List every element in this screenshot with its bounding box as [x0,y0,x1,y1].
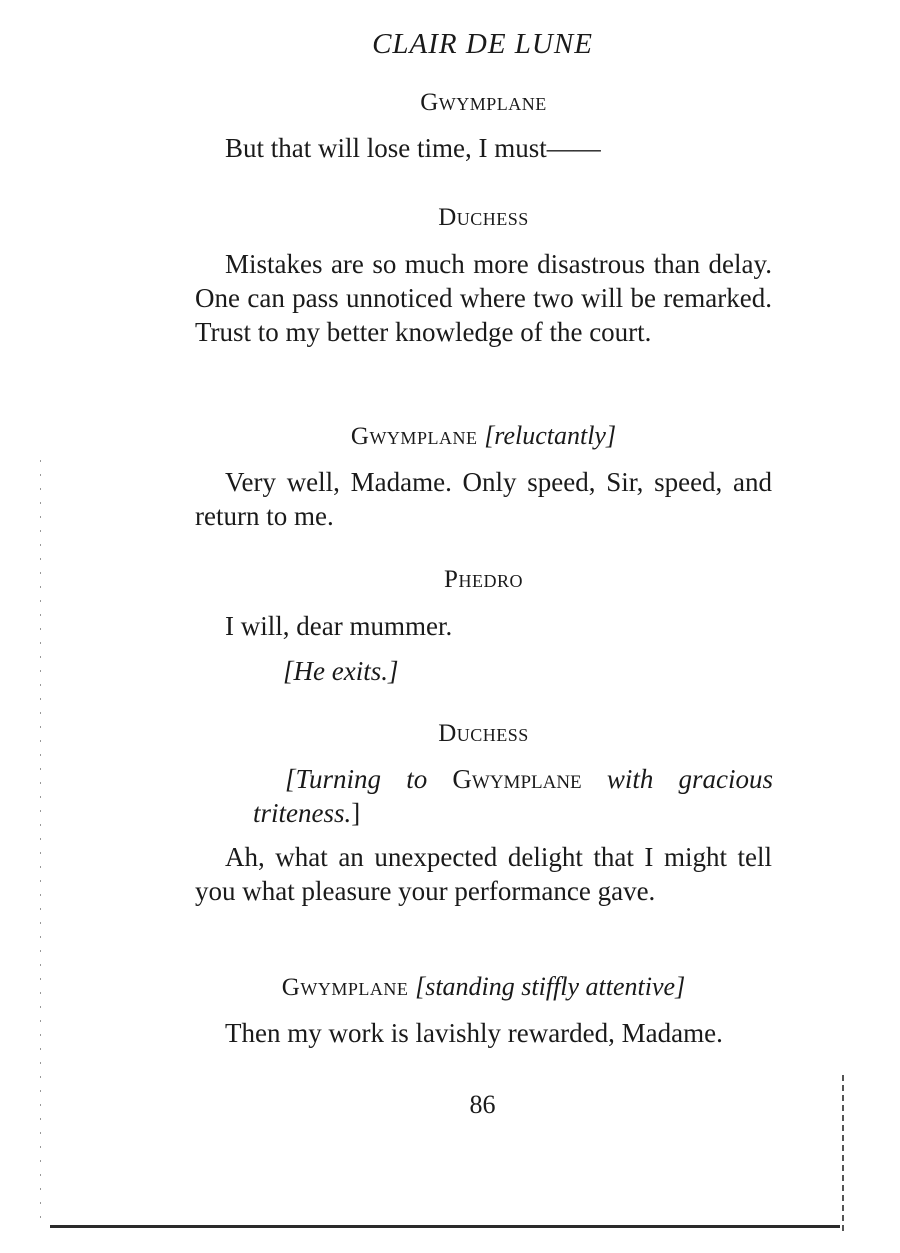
speaker-name: Gwymplane [281,974,409,1001]
speech-text: But that will lose time, I must—— [225,133,601,163]
speech-text: Ah, what an unexpected delight that I might tell you what pleasure your performance gave. [195,842,772,906]
speaker-name: Duchess [438,720,529,747]
left-margin-speckles [40,460,41,1220]
speaker-line [195,970,772,1005]
stage-direction [253,762,773,830]
speaker-name: Gwymplane [350,423,478,450]
stage-direction: [reluctantly] [484,421,617,450]
page-number: 86 [469,1090,496,1119]
speaker-line [195,419,772,454]
speaker-name: Duchess [438,204,529,231]
stage-direction-text: [He exits.] [283,656,399,686]
speech-text: Mistakes are so much more disastrous than delay. One can pass unnoticed where two will be remarked. Trust to my better knowledge of the court. [195,249,772,347]
speaker-name: Gwymplane [420,89,547,116]
right-edge-rule [842,1075,844,1235]
running-head: CLAIR DE LUNE [372,28,593,60]
stage-direction: [standing stiffly attentive] [415,972,686,1001]
speech-text: Very well, Madame. Only speed, Sir, speed, and return to me. [195,467,772,531]
speech-text: I will, dear mummer. [225,611,453,641]
stage-direction-open: [Turning to [285,764,428,794]
stage-direction [283,654,773,688]
speech-text: Then my work is lavishly rewarded, Madame. [225,1018,723,1048]
stage-direction-close: ] [351,798,361,828]
bottom-edge-rule [50,1225,840,1228]
speaker-name: Phedro [444,566,523,593]
stage-direction-rest: with gracious triteness. [253,764,774,828]
stage-direction-name: Gwymplane [452,764,582,794]
